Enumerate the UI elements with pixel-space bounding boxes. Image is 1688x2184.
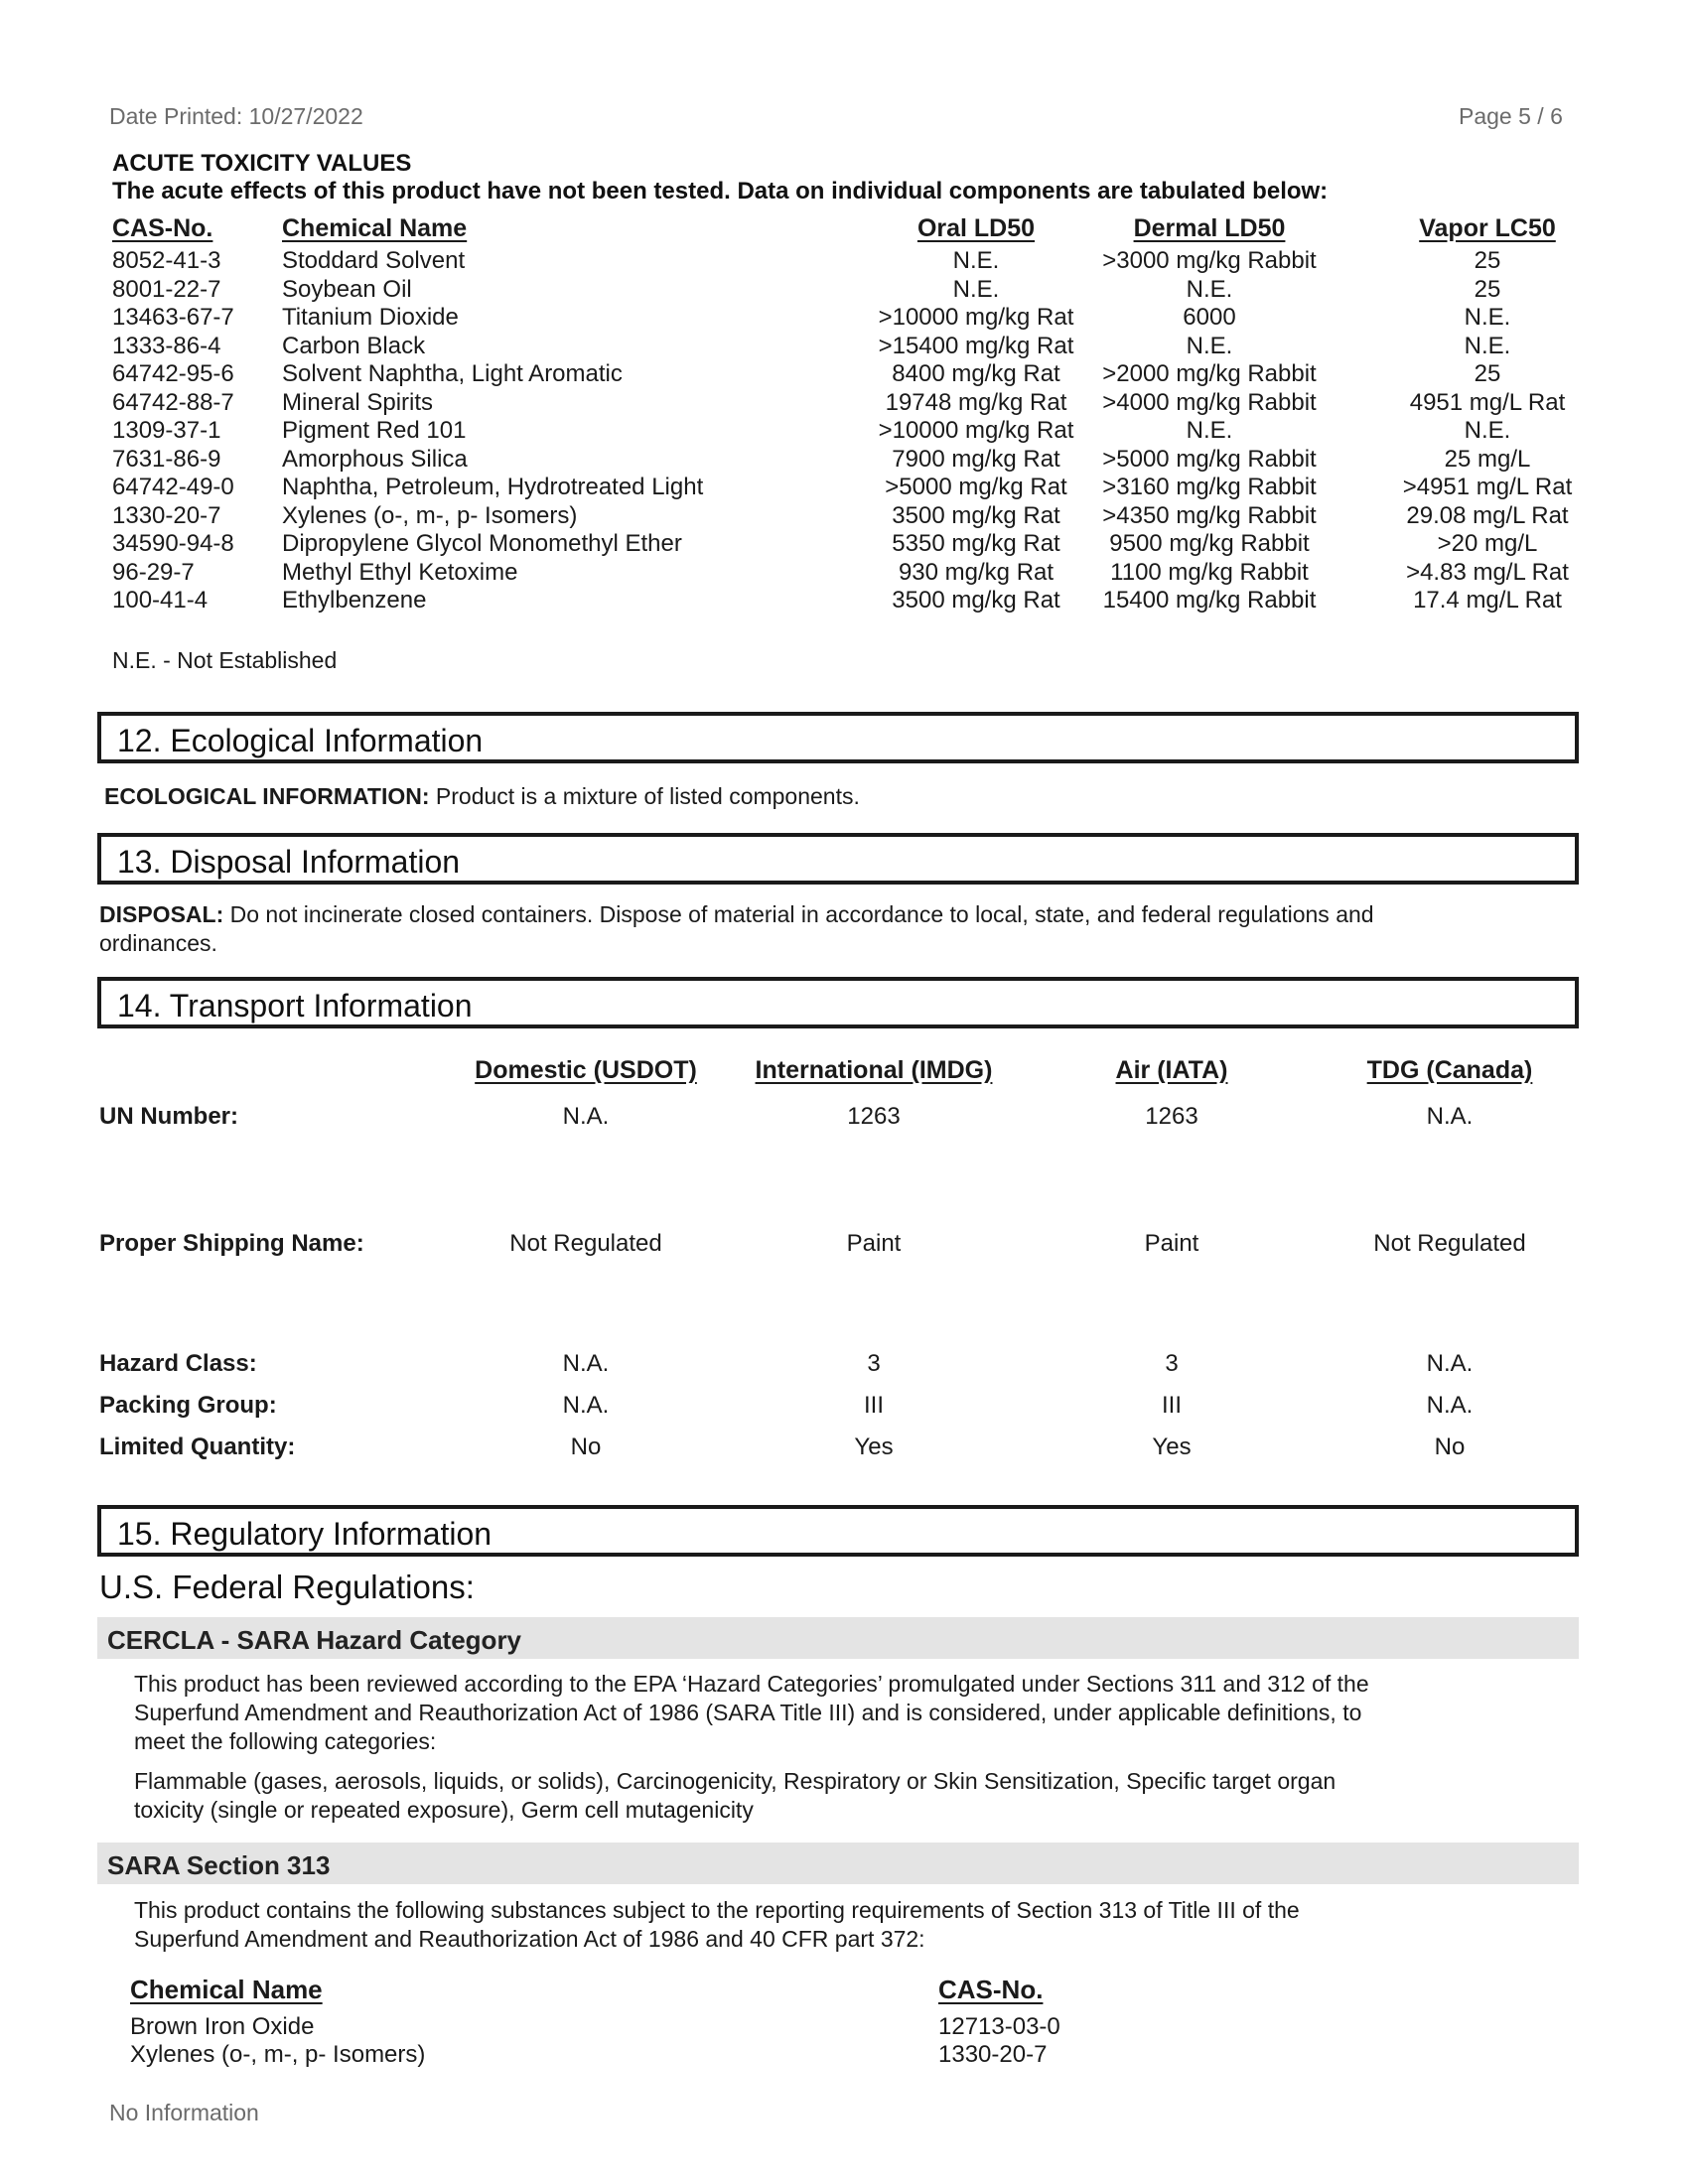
- cas-cell: 64742-49-0: [112, 474, 234, 500]
- acute-toxicity-subtitle: The acute effects of this product have not been tested. Data on individual components are tabulated below:: [112, 178, 1329, 205]
- cas-cell: 1309-37-1: [112, 417, 221, 444]
- col-chemical-name: Chemical Name: [282, 214, 468, 242]
- disposal-text: DISPOSAL: Do not incinerate closed containers. Dispose of material in accordance to local, state, and federal regulations and ordinances.: [99, 901, 1374, 956]
- vapor-cell: 25 mg/L: [1444, 445, 1531, 473]
- ne-note: N.E. - Not Established: [112, 647, 338, 673]
- table-row: [112, 389, 1582, 417]
- section-12-header: [97, 712, 1579, 763]
- dermal-cell: >4350 mg/kg Rabbit: [1102, 501, 1317, 529]
- cas-cell: 1330-20-7: [112, 501, 221, 529]
- vapor-cell: 4951 mg/L Rat: [1409, 388, 1566, 416]
- cas-cell: 13463-67-7: [112, 304, 234, 331]
- oral-cell: 19748 mg/kg Rat: [885, 388, 1067, 416]
- transport-cell: Yes: [854, 1433, 894, 1460]
- name-cell: Naphtha, Petroleum, Hydrotreated Light: [282, 474, 704, 500]
- cas-cell: 64742-95-6: [112, 360, 234, 387]
- sara-313-heading: SARA Section 313: [107, 1850, 331, 1880]
- vapor-cell: >20 mg/L: [1437, 530, 1538, 557]
- oral-cell: >10000 mg/kg Rat: [878, 417, 1074, 444]
- shipping-name-label: Proper Shipping Name:: [99, 1230, 364, 1257]
- dermal-cell: N.E.: [1186, 275, 1233, 303]
- cas-cell: 34590-94-8: [112, 530, 234, 557]
- vapor-cell: 17.4 mg/L Rat: [1413, 587, 1562, 614]
- col-tdg-canada: TDG (Canada): [1366, 1056, 1533, 1084]
- table-row: [112, 417, 1582, 445]
- sara-313-heading-bar: [97, 1843, 1579, 1884]
- col-domestic-usdot: Domestic (USDOT): [475, 1056, 697, 1084]
- transport-cell: N.A.: [1426, 1392, 1474, 1419]
- oral-cell: 3500 mg/kg Rat: [892, 501, 1060, 529]
- table-row: [112, 474, 1582, 501]
- oral-cell: >5000 mg/kg Rat: [885, 474, 1067, 500]
- transport-cell: N.A.: [562, 1392, 610, 1419]
- toxicity-table-header: [112, 214, 1582, 242]
- transport-cell: 1263: [847, 1103, 901, 1130]
- cas-cell: 64742-88-7: [112, 388, 234, 416]
- name-cell: Xylenes (o-, m-, p- Isomers): [282, 501, 578, 529]
- table-row: [112, 446, 1582, 474]
- ecological-info-text: ECOLOGICAL INFORMATION: Product is a mixture of listed components.: [104, 783, 860, 809]
- dermal-cell: 1100 mg/kg Rabbit: [1110, 558, 1309, 586]
- table-row: [112, 587, 1582, 614]
- dermal-cell: >3000 mg/kg Rabbit: [1102, 247, 1317, 274]
- section-15-header: [97, 1505, 1579, 1557]
- col-air-iata: Air (IATA): [1115, 1056, 1228, 1084]
- cas-cell: 8052-41-3: [112, 247, 221, 274]
- hazard-class-label: Hazard Class:: [99, 1350, 257, 1377]
- transport-cell: N.A.: [562, 1103, 610, 1130]
- name-cell: Pigment Red 101: [282, 417, 467, 444]
- no-information-note: No Information: [109, 2100, 259, 2125]
- table-row: [112, 559, 1582, 587]
- dermal-cell: >4000 mg/kg Rabbit: [1102, 388, 1317, 416]
- transport-cell: III: [863, 1392, 884, 1419]
- name-cell: Amorphous Silica: [282, 445, 468, 473]
- transport-cell: N.A.: [562, 1350, 610, 1377]
- cercla-heading-bar: [97, 1617, 1579, 1659]
- table-row: [112, 530, 1582, 558]
- dermal-cell: >5000 mg/kg Rabbit: [1102, 445, 1317, 473]
- name-cell: Soybean Oil: [282, 275, 412, 303]
- acute-toxicity-title: ACUTE TOXICITY VALUES: [112, 150, 412, 177]
- transport-cell: Not Regulated: [509, 1230, 662, 1257]
- transport-cell: III: [1161, 1392, 1182, 1419]
- vapor-cell: N.E.: [1464, 332, 1511, 359]
- oral-cell: 8400 mg/kg Rat: [892, 360, 1060, 387]
- dermal-cell: N.E.: [1186, 332, 1233, 359]
- transport-cell: Paint: [846, 1230, 902, 1257]
- sara-name-cell: Xylenes (o-, m-, p- Isomers): [130, 2041, 426, 2068]
- oral-cell: N.E.: [952, 275, 1000, 303]
- cercla-paragraph-1: This product has been reviewed according to the EPA ‘Hazard Categories’ promulgated under Sections 311 and 312 of the Superfund Amendment and Reauthorization Act of 1986 (SARA Title III) and is considered, under applicable definitions, to meet the following categories:: [134, 1671, 1369, 1754]
- col-oral-ld50: Oral LD50: [916, 214, 1036, 242]
- table-row: [112, 247, 1582, 275]
- sara-col-chemical-name: Chemical Name: [130, 1975, 323, 2004]
- dermal-cell: 15400 mg/kg Rabbit: [1102, 587, 1317, 614]
- sara-cas-cell: 1330-20-7: [938, 2041, 1048, 2068]
- vapor-cell: 25: [1474, 360, 1501, 387]
- transport-cell: Yes: [1152, 1433, 1192, 1460]
- section-15-title: 15. Regulatory Information: [117, 1516, 492, 1552]
- transport-cell: Not Regulated: [1373, 1230, 1526, 1257]
- table-row: [112, 360, 1582, 388]
- cas-cell: 1333-86-4: [112, 332, 221, 359]
- name-cell: Titanium Dioxide: [282, 304, 459, 331]
- cas-cell: 100-41-4: [112, 587, 209, 614]
- date-printed: Date Printed: 10/27/2022: [109, 103, 363, 129]
- oral-cell: 3500 mg/kg Rat: [892, 587, 1060, 614]
- col-cas-no: CAS-No.: [112, 214, 213, 242]
- limited-quantity-label: Limited Quantity:: [99, 1433, 296, 1460]
- vapor-cell: >4.83 mg/L Rat: [1406, 558, 1569, 586]
- section-14-header: [97, 977, 1579, 1028]
- section-13-header: [97, 833, 1579, 885]
- vapor-cell: >4951 mg/L Rat: [1402, 474, 1573, 500]
- transport-cell: No: [570, 1433, 602, 1460]
- dermal-cell: 6000: [1183, 304, 1236, 331]
- dermal-cell: 9500 mg/kg Rabbit: [1109, 530, 1310, 557]
- vapor-cell: 25: [1474, 247, 1501, 274]
- us-federal-regulations-title: U.S. Federal Regulations:: [99, 1569, 475, 1605]
- un-number-label: UN Number:: [99, 1103, 239, 1130]
- cercla-paragraph-2: Flammable (gases, aerosols, liquids, or solids), Carcinogenicity, Respiratory or Skin Sensitization, Specific target organ toxicity (single or repeated exposure), Germ cell mutagenicity: [134, 1768, 1336, 1823]
- page-number: Page 5 / 6: [1459, 103, 1563, 129]
- vapor-cell: 29.08 mg/L Rat: [1406, 501, 1569, 529]
- table-row: [112, 304, 1582, 332]
- name-cell: Ethylbenzene: [282, 587, 427, 614]
- transport-cell: Paint: [1144, 1230, 1199, 1257]
- cercla-heading: CERCLA - SARA Hazard Category: [107, 1625, 522, 1655]
- name-cell: Mineral Spirits: [282, 388, 434, 416]
- name-cell: Methyl Ethyl Ketoxime: [282, 558, 518, 586]
- transport-cell: 1263: [1145, 1103, 1198, 1130]
- name-cell: Solvent Naphtha, Light Aromatic: [282, 360, 623, 387]
- dermal-cell: N.E.: [1186, 417, 1233, 444]
- oral-cell: 7900 mg/kg Rat: [892, 445, 1060, 473]
- transport-cell: 3: [1165, 1350, 1179, 1377]
- name-cell: Dipropylene Glycol Monomethyl Ether: [282, 530, 682, 557]
- section-12-title: 12. Ecological Information: [117, 723, 484, 758]
- dermal-cell: >3160 mg/kg Rabbit: [1102, 474, 1317, 500]
- sara-name-cell: Brown Iron Oxide: [130, 2013, 315, 2040]
- transport-cell: 3: [867, 1350, 881, 1377]
- packing-group-label: Packing Group:: [99, 1392, 277, 1419]
- cas-cell: 8001-22-7: [112, 275, 221, 303]
- table-row: [112, 333, 1582, 360]
- transport-cell: No: [1434, 1433, 1466, 1460]
- vapor-cell: N.E.: [1464, 417, 1511, 444]
- sara-313-paragraph: This product contains the following substances subject to the reporting requirements of Section 313 of Title III of the Superfund Amendment and Reauthorization Act of 1986 and 40 CFR part 372:: [134, 1897, 1300, 1952]
- name-cell: Stoddard Solvent: [282, 247, 466, 274]
- name-cell: Carbon Black: [282, 332, 426, 359]
- cas-cell: 96-29-7: [112, 558, 195, 586]
- oral-cell: 5350 mg/kg Rat: [892, 530, 1060, 557]
- table-row: [112, 502, 1582, 530]
- dermal-cell: >2000 mg/kg Rabbit: [1102, 360, 1317, 387]
- transport-cell: N.A.: [1426, 1350, 1474, 1377]
- section-13-title: 13. Disposal Information: [117, 844, 461, 880]
- sara-cas-cell: 12713-03-0: [938, 2013, 1060, 2040]
- oral-cell: >10000 mg/kg Rat: [878, 304, 1074, 331]
- oral-cell: 930 mg/kg Rat: [898, 558, 1055, 586]
- vapor-cell: 25: [1474, 275, 1501, 303]
- col-dermal-ld50: Dermal LD50: [1133, 214, 1286, 242]
- sara-col-cas-no: CAS-No.: [938, 1975, 1044, 2004]
- table-row: [112, 276, 1582, 304]
- oral-cell: >15400 mg/kg Rat: [878, 332, 1074, 359]
- cas-cell: 7631-86-9: [112, 445, 221, 473]
- oral-cell: N.E.: [952, 247, 1000, 274]
- col-international-imdg: International (IMDG): [755, 1056, 993, 1084]
- transport-cell: N.A.: [1426, 1103, 1474, 1130]
- col-vapor-lc50: Vapor LC50: [1419, 214, 1556, 242]
- vapor-cell: N.E.: [1464, 304, 1511, 331]
- section-14-title: 14. Transport Information: [117, 988, 473, 1024]
